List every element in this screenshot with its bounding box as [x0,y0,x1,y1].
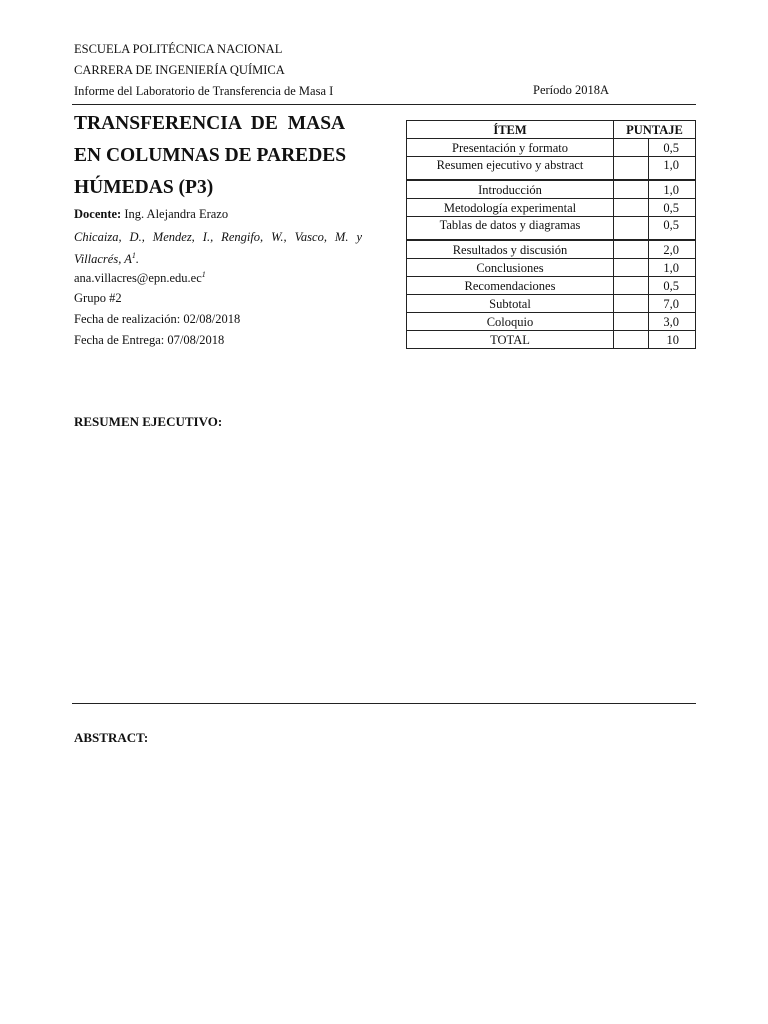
score-cell: 0,5 [649,199,696,217]
date-performed: Fecha de realización: 02/08/2018 [74,312,241,326]
table-row [407,259,696,277]
score-cell: 2,0 [649,240,696,259]
report-name: Informe del Laboratorio de Transferencia de Masa I [74,84,334,98]
item-cell: Recomendaciones [407,277,614,295]
title-line-1: TRANSFERENCIA DE MASA [74,113,346,134]
table-row [407,277,696,295]
teacher-label: Docente: [74,207,122,221]
document-title [74,108,364,204]
teacher-name: Ing. Alejandra Erazo [124,207,229,221]
item-cell: TOTAL [407,331,614,349]
table-row [407,157,696,181]
authors-superscript: 1 [131,250,136,260]
header-divider [72,104,696,105]
date-delivered: Fecha de Entrega: 07/08/2018 [74,333,225,347]
score-cell: 0,5 [649,217,696,241]
table-row [407,180,696,199]
score-cell: 3,0 [649,313,696,331]
blank-cell [614,199,649,217]
section-divider [72,703,696,704]
item-cell: Tablas de datos y diagramas [407,217,614,241]
item-cell: Metodología experimental [407,199,614,217]
blank-cell [614,331,649,349]
report-period: Período 2018A [533,83,610,97]
item-cell: Subtotal [407,295,614,313]
item-cell: Conclusiones [407,259,614,277]
table-row [407,217,696,241]
executive-summary-heading: RESUMEN EJECUTIVO: [74,414,223,429]
email-line [74,271,374,286]
score-cell: 1,0 [649,259,696,277]
score-cell: 0,5 [649,277,696,295]
blank-cell [614,217,649,241]
grades-table [406,120,696,349]
abstract-heading: ABSTRACT: [74,730,149,745]
blank-cell [614,295,649,313]
score-cell: 1,0 [649,180,696,199]
score-cell: 10 [649,331,696,349]
item-cell: Presentación y formato [407,139,614,157]
program-name: CARRERA DE INGENIERÍA QUÍMICA [74,63,285,77]
item-cell: Coloquio [407,313,614,331]
table-row [407,139,696,157]
author-email[interactable]: ana.villacres@epn.edu.ec [74,271,202,285]
title-line-2: EN COLUMNAS DE PAREDES [74,145,347,166]
authors [74,226,362,270]
table-row [407,331,696,349]
title-line-3: HÚMEDAS (P3) [74,177,214,198]
blank-cell [614,157,649,181]
score-cell: 7,0 [649,295,696,313]
teacher-line [74,207,374,222]
email-superscript: 1 [201,269,206,279]
table-row [407,295,696,313]
item-cell: Introducción [407,180,614,199]
blank-cell [614,313,649,331]
group-number: Grupo #2 [74,291,122,305]
authors-line-1: Chicaiza, D., Mendez, I., Rengifo, W., Vasco, M. y [74,230,362,244]
blank-cell [614,139,649,157]
score-cell: 0,5 [649,139,696,157]
score-column-header: PUNTAJE [614,121,696,139]
score-cell: 1,0 [649,157,696,181]
blank-cell [614,240,649,259]
blank-cell [614,277,649,295]
table-row [407,199,696,217]
table-row [407,313,696,331]
item-cell: Resumen ejecutivo y abstract [407,157,614,181]
authors-line-2: Villacrés, $A^1$. [74,250,139,266]
item-column-header: ÍTEM [407,121,614,139]
item-cell: Resultados y discusión [407,240,614,259]
table-row [407,240,696,259]
blank-cell [614,259,649,277]
blank-cell [614,180,649,199]
institution-name: ESCUELA POLITÉCNICA NACIONAL [74,42,283,56]
grades-header-row [407,121,696,139]
